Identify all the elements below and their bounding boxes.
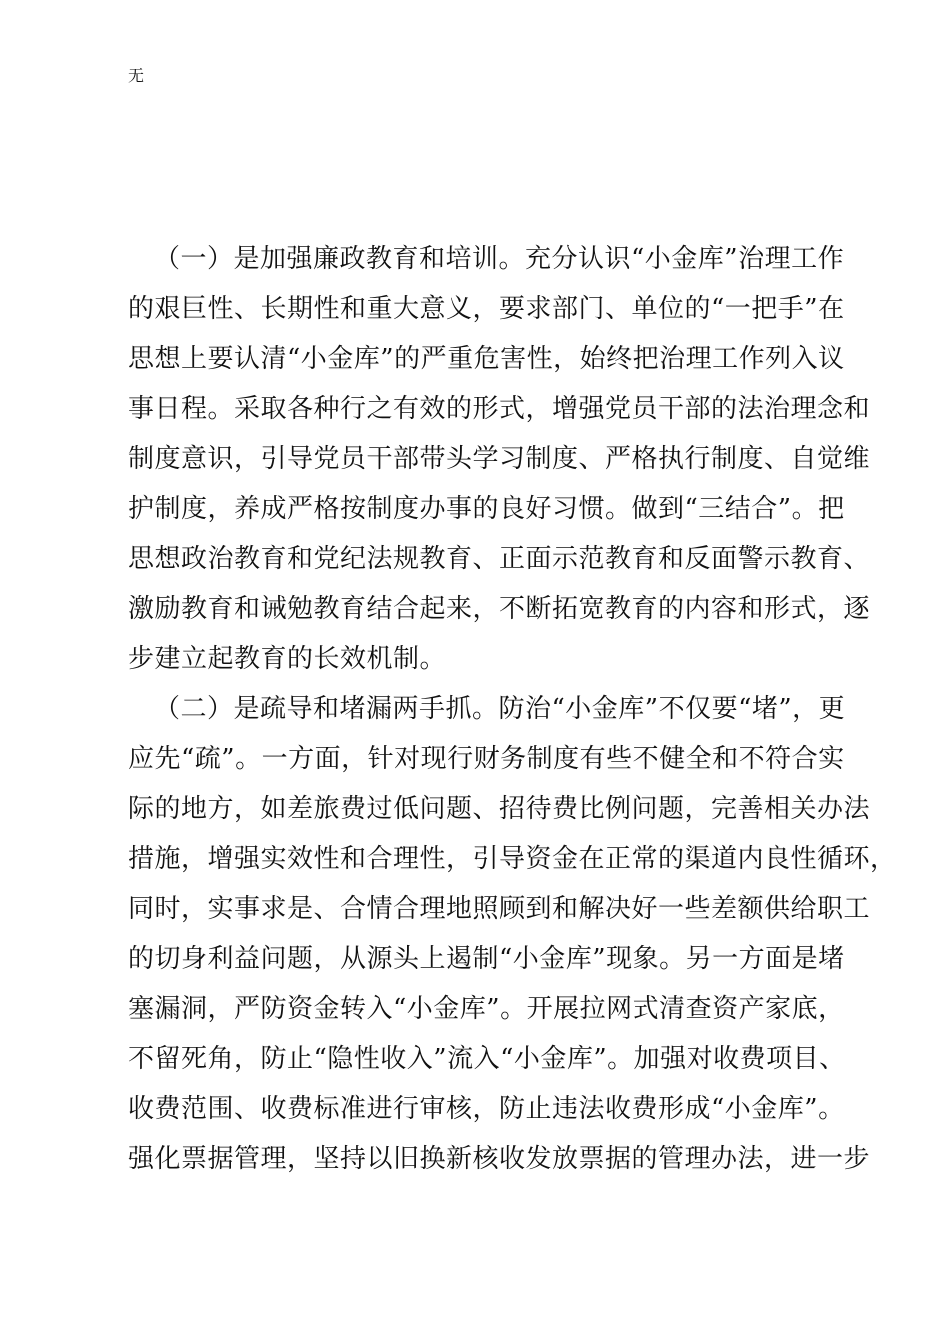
paragraph-line: 强化票据管理，坚持以旧换新核收发放票据的管理办法，进一步 (128, 1144, 871, 1174)
paragraph-line: 激励教育和诫勉教育结合起来，不断拓宽教育的内容和形式，逐 (128, 594, 871, 624)
paragraph-line: （二）是疏导和堵漏两手抓。防治“小金库”不仅要“堵”，更 (154, 694, 846, 724)
paragraph-line: 塞漏洞，严防资金转入“小金库”。开展拉网式清查资产家底， (128, 994, 845, 1024)
paragraph-line: 制度意识，引导党员干部带头学习制度、严格执行制度、自觉维 (128, 444, 871, 474)
paragraph-line: 的艰巨性、长期性和重大意义，要求部门、单位的“一把手”在 (128, 294, 845, 324)
paragraph-line: 护制度，养成严格按制度办事的良好习惯。做到“三结合”。把 (128, 494, 845, 524)
paragraph-line: 收费范围、收费标准进行审核，防止违法收费形成“小金库”。 (128, 1094, 845, 1124)
page-header-text: 无 (128, 66, 145, 85)
paragraph-line: 事日程。采取各种行之有效的形式，增强党员干部的法治理念和 (128, 394, 871, 424)
paragraph-line: 思想政治教育和党纪法规教育、正面示范教育和反面警示教育、 (128, 544, 871, 574)
paragraph-line: 措施，增强实效性和合理性，引导资金在正常的渠道内良性循环， (128, 844, 897, 874)
paragraph-line: 步建立起教育的长效机制。 (128, 644, 447, 674)
paragraph-1 (128, 234, 871, 684)
document-body (128, 234, 897, 1184)
paragraph-line: 应先“疏”。一方面，针对现行财务制度有些不健全和不符合实 (128, 744, 845, 774)
paragraph-line: 际的地方，如差旅费过低问题、招待费比例问题，完善相关办法 (128, 794, 871, 824)
paragraph-2 (128, 684, 897, 1184)
paragraph-line: 的切身利益问题，从源头上遏制“小金库”现象。另一方面是堵 (128, 944, 845, 974)
paragraph-line: 同时，实事求是、合情合理地照顾到和解决好一些差额供给职工 (128, 894, 871, 924)
paragraph-line: 不留死角，防止“隐性收入”流入“小金库”。加强对收费项目、 (128, 1044, 846, 1074)
paragraph-line: 思想上要认清“小金库”的严重危害性，始终把治理工作列入议 (128, 344, 845, 374)
paragraph-line: （一）是加强廉政教育和培训。充分认识“小金库”治理工作 (154, 244, 845, 274)
